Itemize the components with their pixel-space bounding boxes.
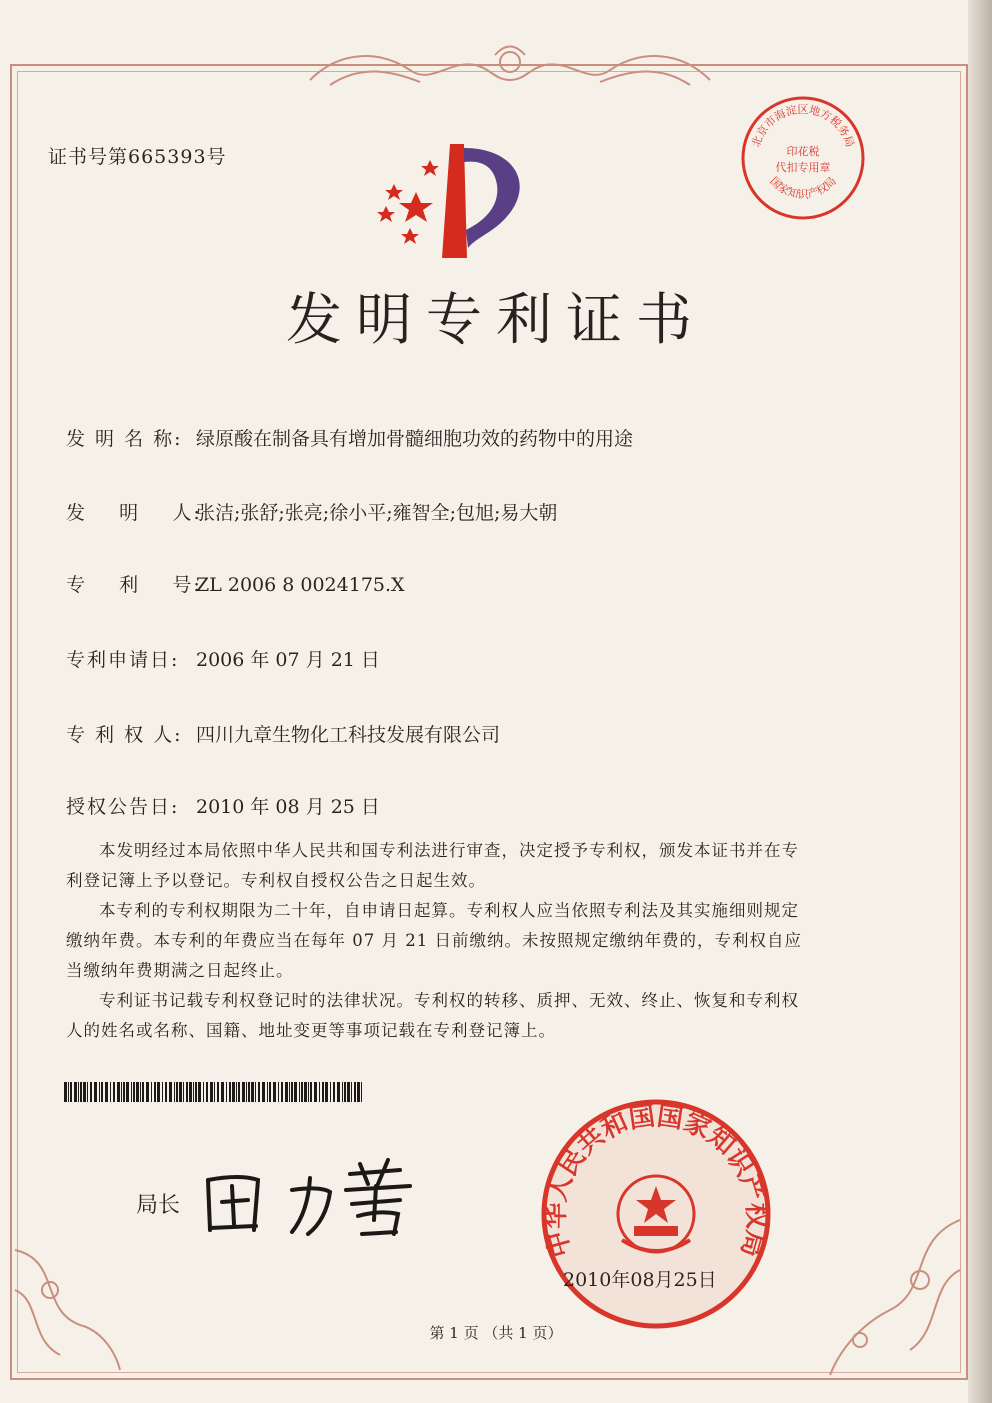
field-value: 2006 年 07 月 21 日 (196, 649, 380, 671)
director-signature (200, 1150, 430, 1240)
field-label: 发 明 名 称: (66, 428, 183, 450)
tax-stamp-ring-text: 北京市海淀区地方税务局 (749, 103, 857, 149)
patent-office-logo-icon (372, 140, 532, 260)
field-value: 绿原酸在制备具有增加骨髓细胞功效的药物中的用途 (196, 428, 634, 450)
top-ornament-icon (300, 40, 720, 100)
bottom-right-ornament-icon (800, 1200, 970, 1380)
field-label: 专利申请日: (66, 649, 180, 671)
field-invention-name (66, 424, 633, 451)
field-label: 专 利 号: (66, 574, 202, 596)
tax-stamp-icon (738, 93, 868, 223)
field-label: 专 利 权 人: (66, 724, 183, 746)
field-value: 四川九章生物化工科技发展有限公司 (196, 724, 501, 746)
field-label: 发 明 人: (66, 502, 202, 524)
field-inventors (66, 498, 557, 525)
field-label: 授权公告日: (66, 796, 180, 818)
page-footer: 第 1 页 （共 1 页） (429, 1324, 563, 1342)
field-patentee (66, 720, 500, 747)
body-paragraph: 本专利的专利权期限为二十年，自申请日起算。专利权人应当依照专利法及其实施细则规定缴纳年费。本专利的年费应当在每年 07 月 21 日前缴纳。未按照规定缴纳年费的，专利权自应当缴纳年费期满之日起终止。 (66, 901, 802, 980)
tax-stamp-line-1: 印花税 (786, 145, 820, 158)
field-value: 2010 年 08 月 25 日 (196, 796, 380, 818)
director-block (136, 1188, 180, 1219)
tax-stamp-line-2: 代扣专用章 (775, 161, 831, 174)
body-paragraph: 本发明经过本局依照中华人民共和国专利法进行审查，决定授予专利权，颁发本证书并在专利登记簿上予以登记。专利权自授权公告之日起生效。 (66, 841, 799, 890)
certificate-number: 证书号第665393号 (48, 146, 227, 168)
field-value: 张洁;张舒;张亮;徐小平;雍智全;包旭;易大朝 (196, 502, 558, 524)
page-binding-edge (968, 0, 992, 1403)
field-application-date (66, 645, 380, 672)
body-paragraph: 专利证书记载专利权登记时的法律状况。专利权的转移、质押、无效、终止、恢复和专利权人的姓名或名称、国籍、地址变更等事项记载在专利登记簿上。 (66, 991, 799, 1040)
tax-stamp-bottom-text: 国家知识产权局 (767, 174, 839, 201)
issue-date: 2010年08月25日 (563, 1269, 717, 1291)
field-grant-date (66, 792, 380, 819)
barcode-icon (64, 1082, 364, 1102)
certificate-body (66, 836, 814, 1046)
director-label: 局长 (136, 1193, 181, 1218)
certificate-title: 发明专利证书 (286, 288, 706, 353)
field-value: ZL 2006 8 0024175.X (196, 574, 405, 596)
bottom-left-ornament-icon (0, 1230, 140, 1380)
field-patent-number (66, 570, 405, 597)
office-seal-icon (536, 1094, 776, 1334)
svg-text:国家知识产权局 (767, 175, 838, 201)
office-seal-ring-text: 中华人民共和国国家知识产权局 (540, 1101, 772, 1261)
